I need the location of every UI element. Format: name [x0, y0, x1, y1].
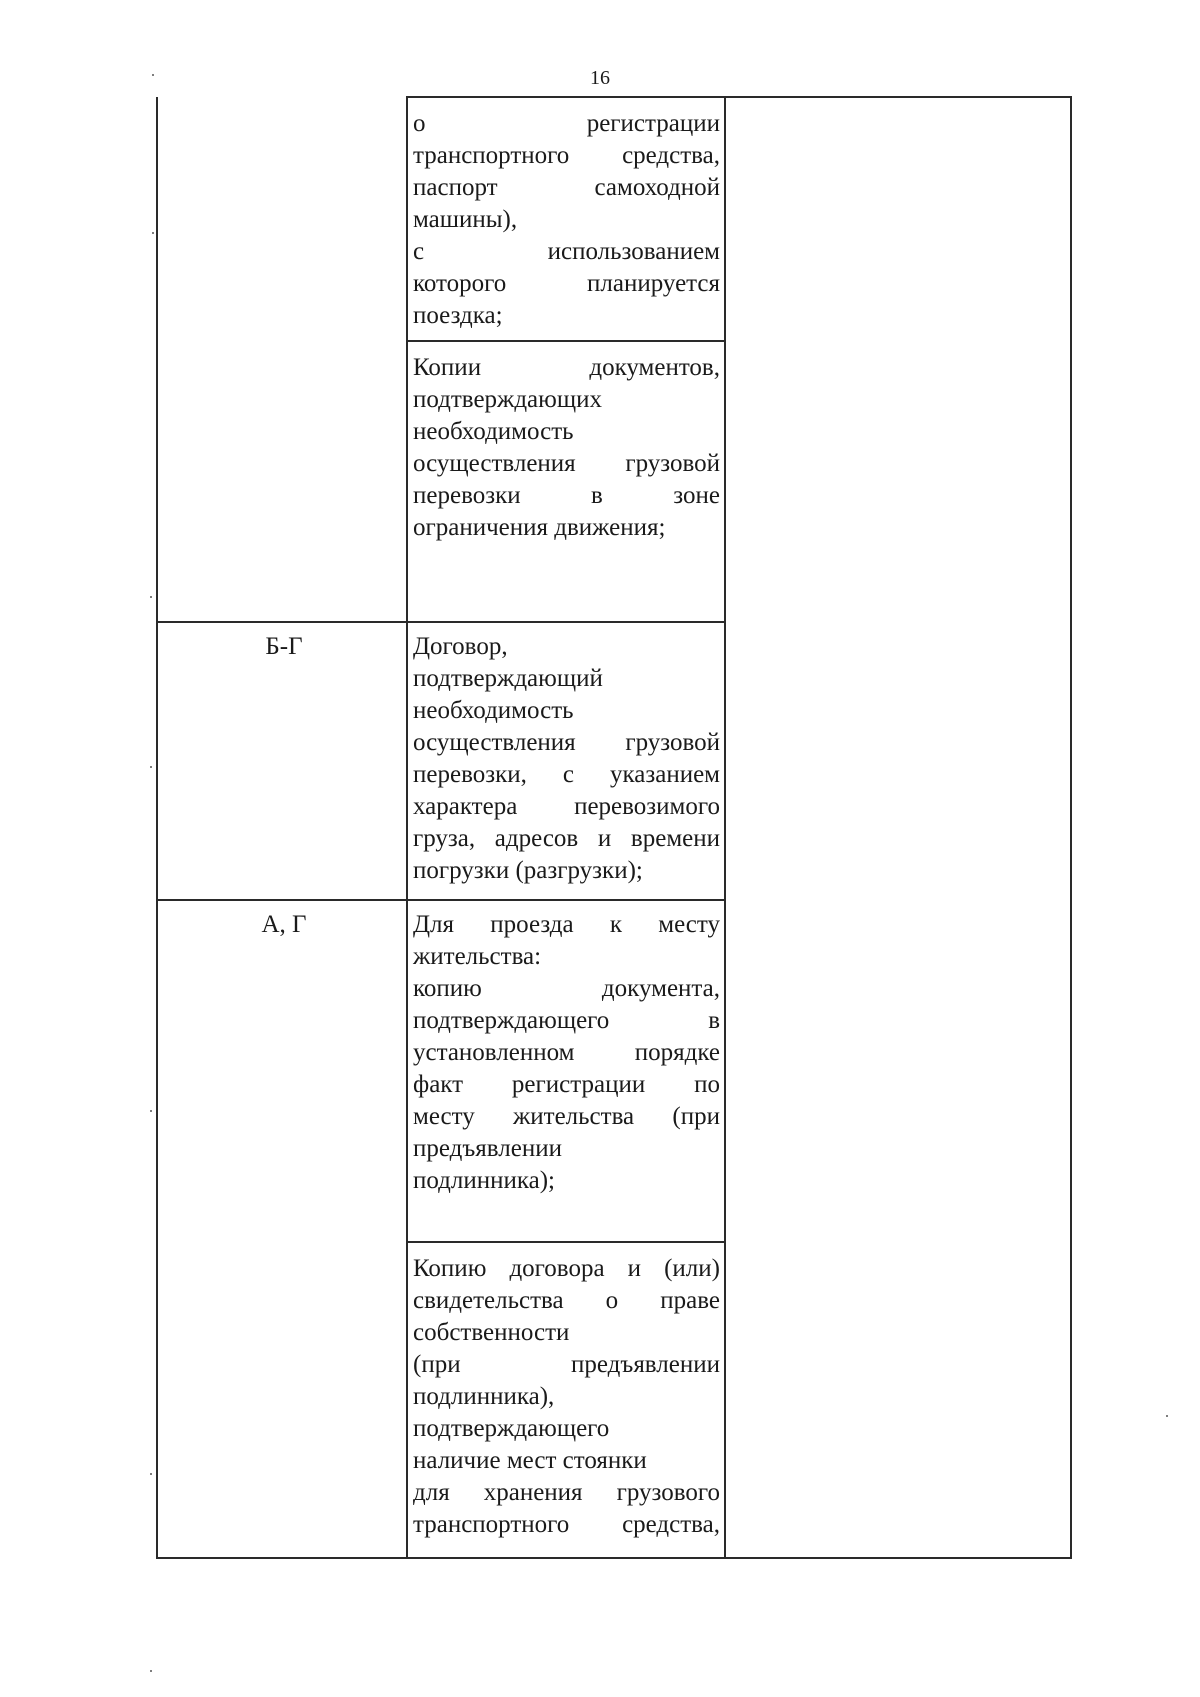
- category-cell-row3: А, Г: [261, 911, 307, 938]
- document-cell: [413, 909, 720, 1197]
- cell-text-line: осуществления грузовой: [413, 450, 720, 477]
- scan-speck: [152, 232, 154, 234]
- cell-text-line: подтверждающий: [413, 665, 603, 692]
- document-cell: [413, 1253, 720, 1541]
- cell-text-line: собственности: [413, 1319, 570, 1346]
- scan-speck: [1166, 1415, 1168, 1417]
- cell-text-line: предъявлении: [413, 1135, 562, 1162]
- column-divider-2: [724, 96, 726, 1558]
- cell-text-line: копию документа,: [413, 975, 720, 1002]
- category-cell-row2: Б-Г: [265, 633, 303, 660]
- cell-text-line: необходимость: [413, 418, 574, 445]
- cell-text-line: о регистрации: [413, 110, 720, 137]
- cell-text-line: (при предъявлении: [413, 1351, 720, 1378]
- cell-text-line: которого планируется: [413, 270, 720, 297]
- cell-text-line: паспорт самоходной: [413, 174, 720, 201]
- document-cell: [413, 352, 720, 544]
- cell-text-line: перевозки, с указанием: [413, 761, 720, 788]
- cell-text-line: подлинника),: [413, 1383, 555, 1410]
- cell-text-line: Для проезда к месту: [413, 911, 720, 938]
- cell-text-line: погрузки (разгрузки);: [413, 857, 643, 884]
- cell-text-line: транспортного средства,: [413, 142, 720, 169]
- cell-text-line: необходимость: [413, 697, 574, 724]
- cell-text-line: подтверждающих: [413, 386, 602, 413]
- cell-text-line: Копии документов,: [413, 354, 720, 381]
- cell-text-line: характера перевозимого: [413, 793, 720, 820]
- row-divider-2: [156, 899, 726, 901]
- page-number: 16: [590, 67, 610, 89]
- cell-text-line: подтверждающего в: [413, 1007, 720, 1034]
- table-top-border: [406, 96, 1072, 98]
- cell-text-line: Копию договора и (или): [413, 1255, 720, 1282]
- cell-text-line: наличие мест стоянки: [413, 1447, 647, 1474]
- cell-text-line: подлинника);: [413, 1167, 556, 1194]
- cell-text-line: с использованием: [413, 238, 720, 265]
- cell-text-line: поездка;: [413, 302, 503, 329]
- document-cell: [413, 631, 720, 887]
- cell-text-line: груза, адресов и времени: [413, 825, 720, 852]
- cell-text-line: факт регистрации по: [413, 1071, 720, 1098]
- cell-text-line: для хранения грузового: [413, 1479, 720, 1506]
- document-cell: [413, 108, 720, 332]
- scan-speck: [150, 1110, 152, 1112]
- row-divider-1: [156, 621, 726, 623]
- cell-text-line: перевозки в зоне: [413, 482, 720, 509]
- cell-text-line: подтверждающего: [413, 1415, 610, 1442]
- cell-divider-row1: [406, 340, 726, 342]
- table-bottom-border: [156, 1557, 1072, 1559]
- cell-text-line: Договор,: [413, 633, 508, 660]
- cell-divider-row3: [406, 1241, 726, 1243]
- cell-text-line: установленном порядке: [413, 1039, 720, 1066]
- scan-speck: [150, 1473, 152, 1475]
- cell-text-line: транспортного средства,: [413, 1511, 720, 1538]
- scan-speck: [150, 766, 152, 768]
- cell-text-line: машины),: [413, 206, 518, 233]
- cell-text-line: жительства:: [413, 943, 542, 970]
- scan-speck: [150, 1670, 152, 1672]
- table-left-border: [156, 97, 158, 1558]
- cell-text-line: осуществления грузовой: [413, 729, 720, 756]
- cell-text-line: ограничения движения;: [413, 514, 666, 541]
- cell-text-line: свидетельства о праве: [413, 1287, 720, 1314]
- scan-speck: [150, 596, 152, 598]
- cell-text-line: месту жительства (при: [413, 1103, 720, 1130]
- column-divider-1: [406, 96, 408, 1558]
- table-right-border: [1070, 96, 1072, 1558]
- scan-speck: [152, 74, 154, 76]
